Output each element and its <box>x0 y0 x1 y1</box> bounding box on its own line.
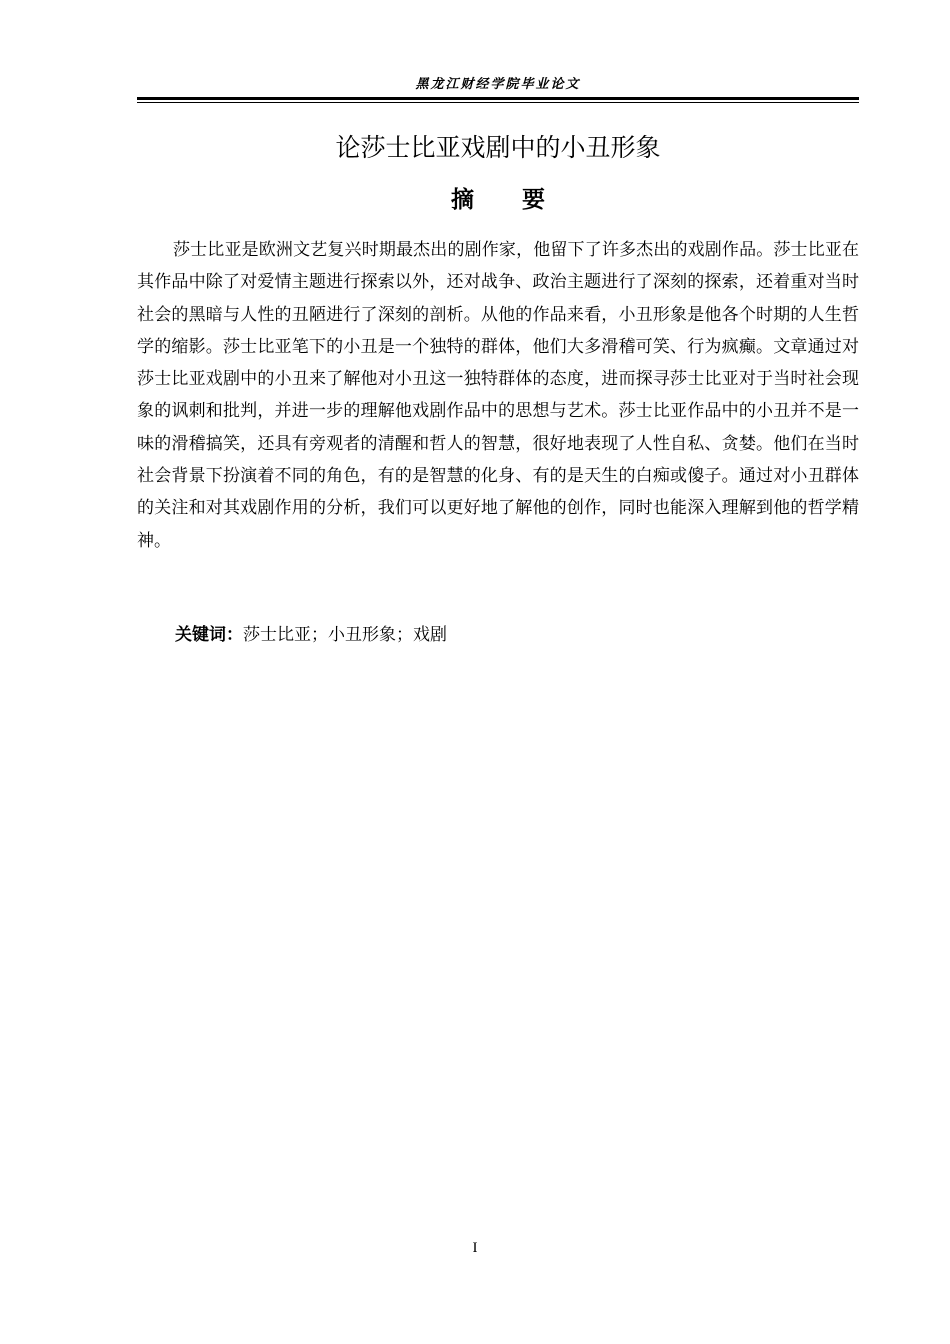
abstract-heading: 摘要 <box>451 187 593 213</box>
keywords-label: 关键词： <box>175 625 243 645</box>
keywords-line <box>175 620 447 650</box>
header-rule-thin <box>137 102 859 103</box>
thesis-title: 论莎士比亚戏剧中的小丑形象 <box>335 133 661 162</box>
abstract-body: 莎士比亚是欧洲文艺复兴时期最杰出的剧作家，他留下了许多杰出的戏剧作品。莎士比亚在其作品中除了对爱情主题进行探索以外，还对战争、政治主题进行了深刻的探索，还着重对当时社会的黑暗与人性的丑陋进行了深刻的剖析。从他的作品来看，小丑形象是他各个时期的人生哲学的缩影。莎士比亚笔下的小丑是一个独特的群体，他们大多滑稽可笑、行为疯癫。文章通过对莎士比亚戏剧中的小丑来了解他对小丑这一独特群体的态度，进而探寻莎士比亚对于当时社会现象的讽刺和批判，并进一步的理解他戏剧作品中的思想与艺术。莎士比亚作品中的小丑并不是一味的滑稽搞笑，还具有旁观者的清醒和哲人的智慧，很好地表现了人性自私、贪婪。他们在当时社会背景下扮演着不同的角色，有的是智慧的化身、有的是天生的白痴或傻子。通过对小丑群体的关注和对其戏剧作用的分析，我们可以更好地了解他的创作，同时也能深入理解到他的哲学精神。 <box>137 240 859 551</box>
header-rule-thick <box>137 97 859 100</box>
page-number: I <box>472 1240 478 1256</box>
keywords-values: 莎士比亚；小丑形象；戏剧 <box>243 625 447 645</box>
running-header-title: 黑龙江财经学院毕业论文 <box>415 77 581 92</box>
page-header <box>137 76 859 108</box>
